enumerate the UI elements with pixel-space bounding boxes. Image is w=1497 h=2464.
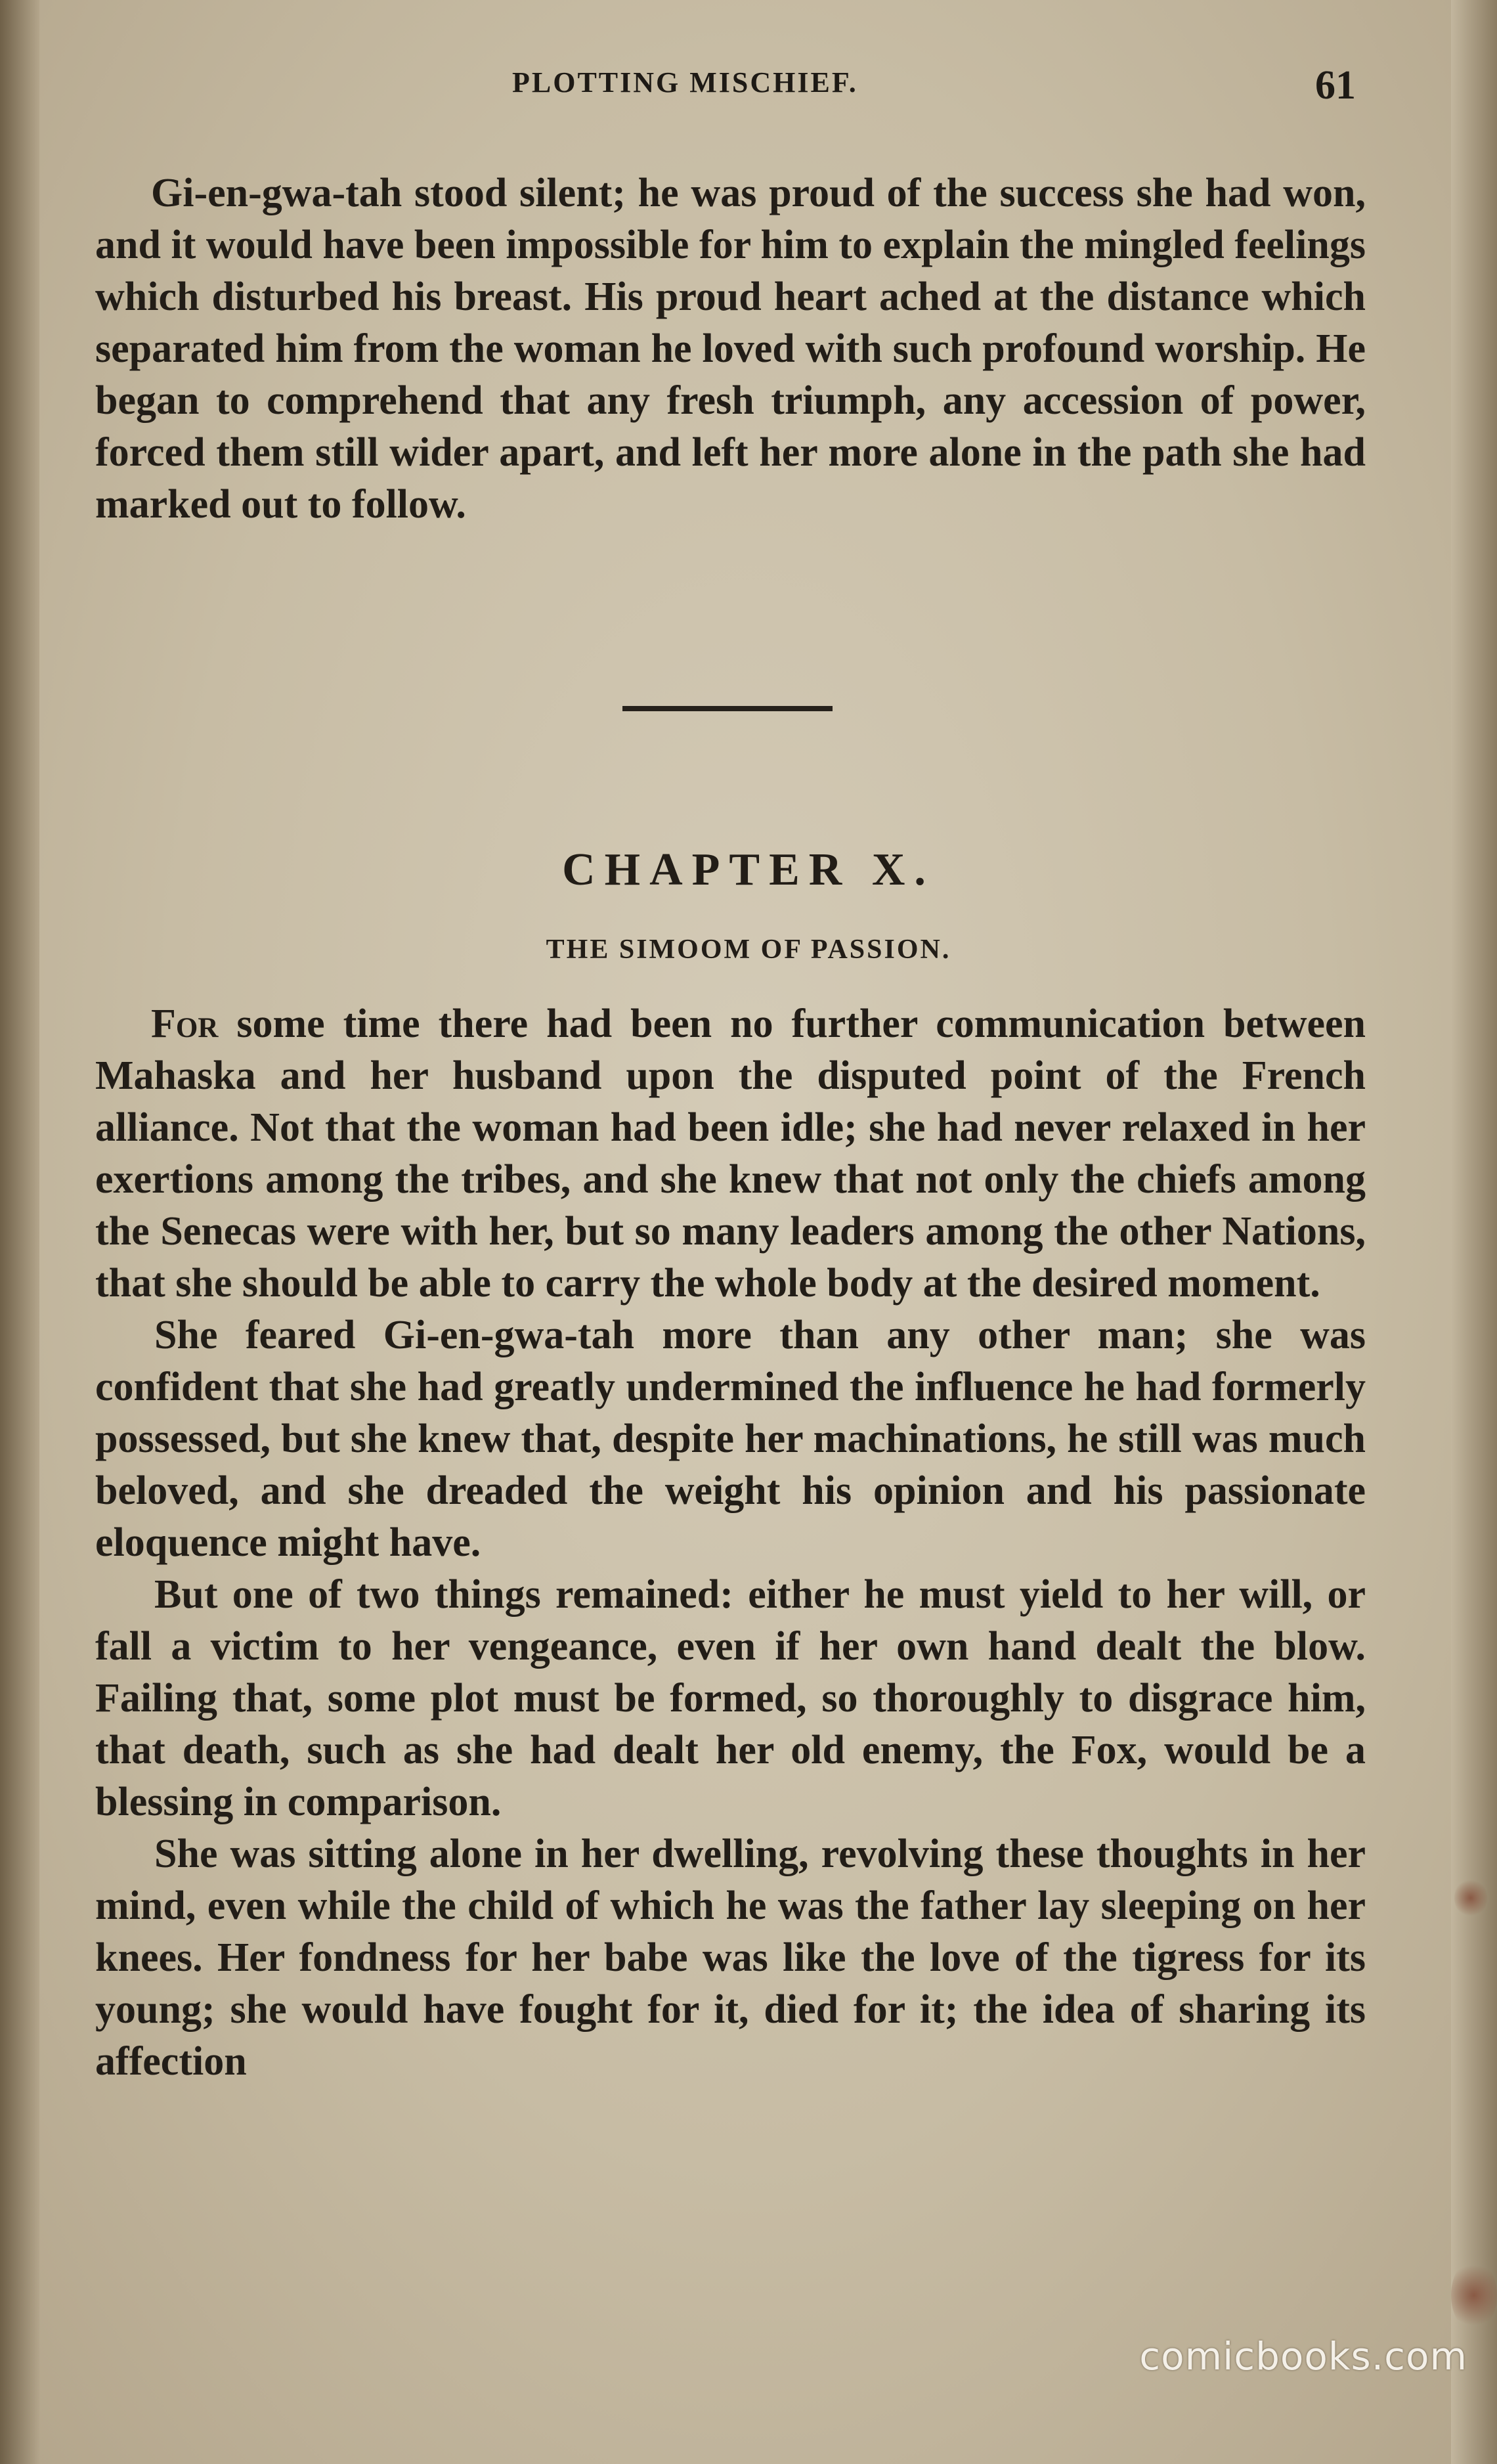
chapter-title: CHAPTER X. [562, 845, 935, 895]
opening-word: For [151, 1001, 219, 1046]
chapter-subtitle: THE SIMOOM OF PASSION. [546, 935, 951, 965]
watermark: comicbooks.com [1139, 2334, 1467, 2379]
running-head: PLOTTING MISCHIEF. [512, 66, 858, 99]
opening-paragraph-text: some time there had been no further communication between Mahaska and her husband upon the disputed point of the French alliance. Not that the woman had been idle; she had never relaxed in her exertions among the tribes, and she knew that not only the chiefs among the Senecas were with her, but so many leaders among the other Nations, that she should be able to carry the whole body at the desired moment. [95, 1001, 1366, 1306]
section-2-text [95, 998, 1366, 2088]
section-1-text [95, 167, 1366, 531]
paragraph: But one of two things remained: either he must yield to her will, or fall a victim to her vengeance, even if her own hand dealt the blow. Failing that, some plot must be formed, so thoroughly to disgrace him, that death, such as she had dealt her old enemy, the Fox, would be a blessing in comparison. [95, 1572, 1366, 1824]
section-divider-rule [622, 706, 833, 711]
paragraph: She was sitting alone in her dwelling, revolving these thoughts in her mind, even while the child of which he was the father lay sleeping on her knees. Her fondness for her babe was like the love of the tigress for its young; she would have fought for it, died for it; the idea of sharing its affection [95, 1832, 1366, 2084]
paper-stain [1451, 2259, 1497, 2331]
page-number: 61 [1315, 63, 1356, 108]
paragraph-opening [95, 998, 1366, 1309]
paper-stain [1454, 1878, 1487, 1918]
paragraph: She feared Gi-en-gwa-tah more than any other man; she was confident that she had greatly undermined the influence he had formerly possessed, but she knew that, despite her machinations, he still was much beloved, and she dreaded the weight his opinion and his passionate eloquence might have. [95, 1313, 1366, 1565]
paragraph: Gi-en-gwa-tah stood silent; he was proud of the success she had won, and it would have been impossible for him to explain the mingled feelings which disturbed his breast. His proud heart ached at the distance which separated him from the woman he loved with such profound worship. He began to comprehend that any fresh triumph, any accession of power, forced them still wider apart, and left her more alone in the path she had marked out to follow. [95, 171, 1366, 527]
page-edge-shadow [1451, 0, 1497, 2464]
page-gutter-shadow [0, 0, 39, 2464]
